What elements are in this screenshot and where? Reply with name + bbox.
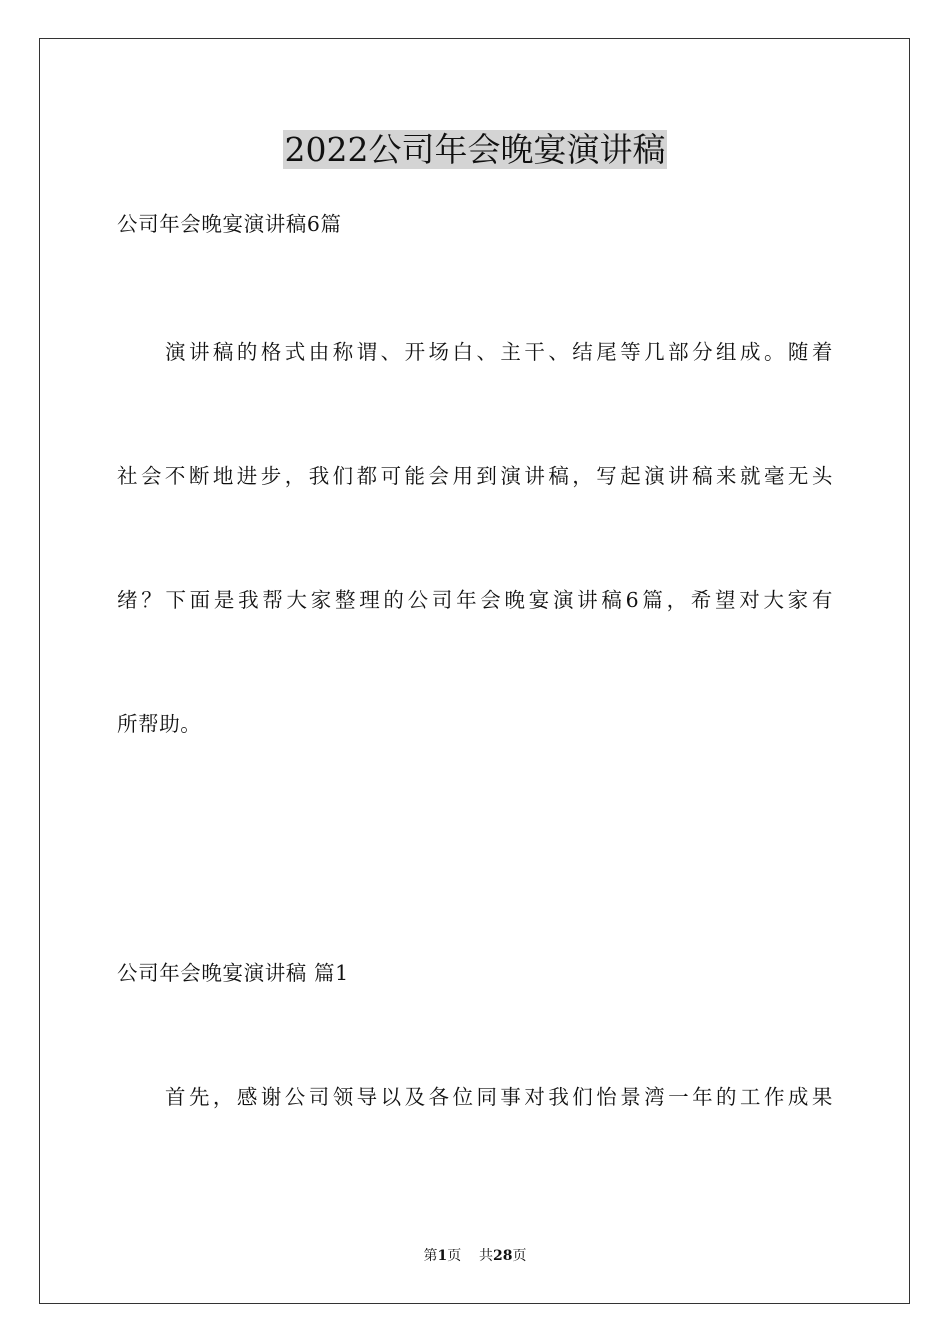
footer-total-suffix: 页 — [512, 1248, 527, 1264]
footer-page-suffix: 页 — [447, 1248, 462, 1264]
intro-paragraph-line: 社会不断地进步，我们都可能会用到演讲稿，写起演讲稿来就毫无头 — [117, 464, 833, 488]
intro-paragraph-line: 演讲稿的格式由称谓、开场白、主干、结尾等几部分组成。随着 — [165, 340, 833, 364]
footer-total-pages: 28 — [493, 1248, 513, 1264]
section-heading: 公司年会晚宴演讲稿 篇1 — [117, 961, 349, 985]
document-subtitle: 公司年会晚宴演讲稿6篇 — [117, 212, 342, 236]
footer-page-number: 1 — [437, 1248, 448, 1264]
page-footer — [0, 1246, 950, 1266]
document-title — [0, 128, 950, 172]
intro-paragraph-line: 所帮助。 — [117, 712, 202, 736]
footer-total-prefix: 共 — [479, 1248, 494, 1264]
document-title-text: 2022公司年会晚宴演讲稿 — [284, 130, 666, 169]
intro-paragraph-line: 绪？下面是我帮大家整理的公司年会晚宴演讲稿6篇，希望对大家有 — [117, 588, 833, 612]
section-paragraph-line: 首先，感谢公司领导以及各位同事对我们怡景湾一年的工作成果 — [165, 1085, 833, 1109]
footer-page-prefix: 第 — [423, 1248, 438, 1264]
